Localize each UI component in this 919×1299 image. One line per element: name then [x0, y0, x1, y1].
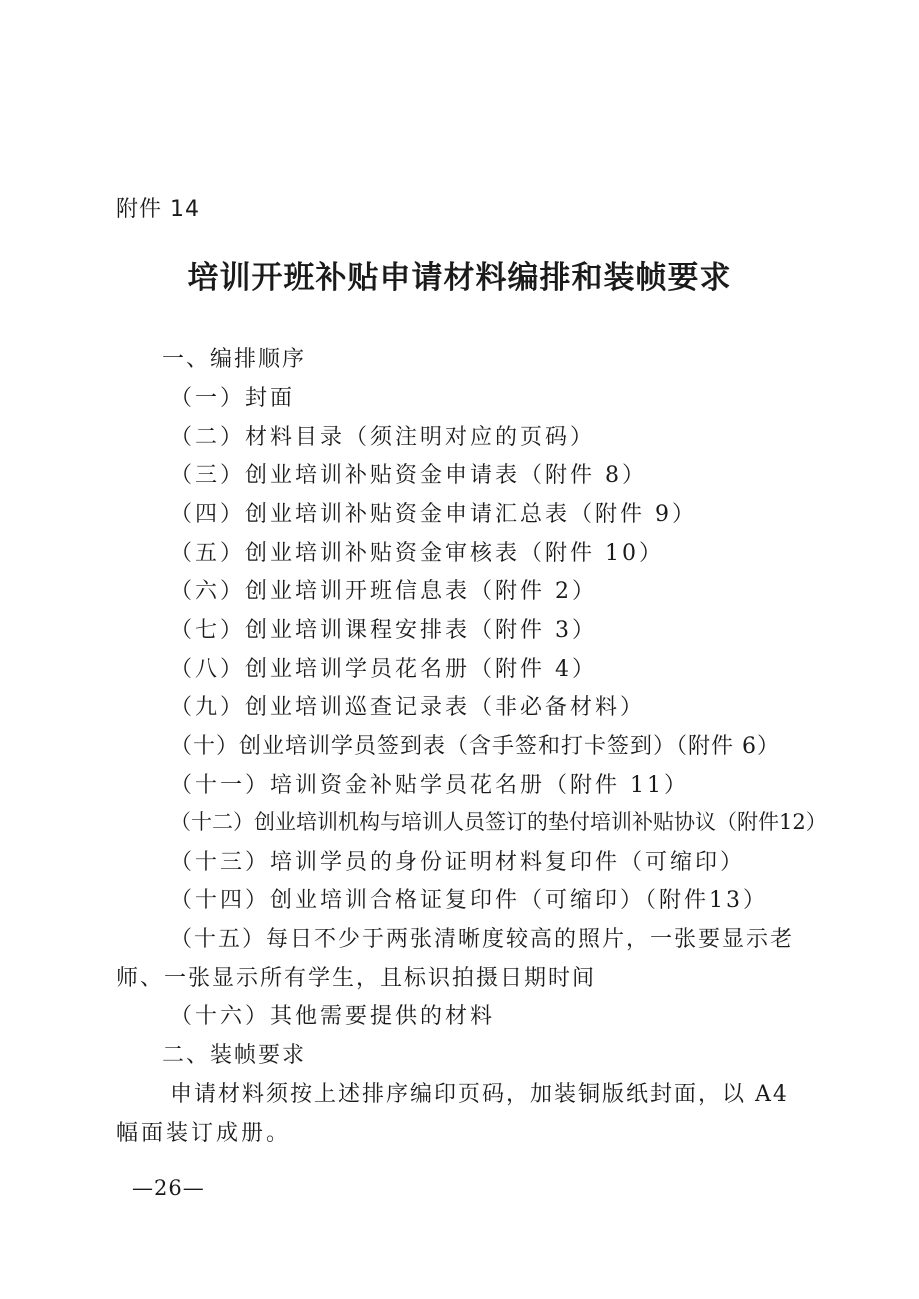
list-item: （十）创业培训学员签到表（含手签和打卡签到）（附件 6）	[170, 734, 780, 759]
list-item: （八）创业培训学员花名册（附件 4）	[170, 657, 597, 682]
list-item: （十四）创业培训合格证复印件（可缩印）（附件13）	[170, 888, 768, 913]
list-item: （五）创业培训补贴资金审核表（附件 10）	[170, 541, 664, 566]
page-number: —26—	[132, 1176, 205, 1200]
list-item: （十一）培训资金补贴学员花名册（附件 11）	[170, 773, 689, 798]
list-item: （十二）创业培训机构与培训人员签订的垫付培训补贴协议（附件12）	[170, 810, 827, 834]
section-heading-order: 一、编排顺序	[162, 347, 307, 372]
list-item: （十五）每日不少于两张清晰度较高的照片，一张要显示老	[170, 927, 795, 952]
binding-paragraph: 申请材料须按上述排序编印页码，加装铜版纸封面，以 A4	[170, 1082, 789, 1107]
list-item: （三）创业培训补贴资金申请表（附件 8）	[170, 463, 647, 488]
list-item: （九）创业培训巡查记录表（非必备材料）	[170, 695, 646, 720]
attachment-label: 附件 14	[116, 197, 200, 222]
list-item-continuation: 师、一张显示所有学生，且标识拍摄日期时间	[116, 966, 597, 991]
binding-paragraph-continuation: 幅面装订成册。	[116, 1121, 292, 1146]
list-item: （一）封面	[170, 386, 296, 411]
list-item: （十六）其他需要提供的材料	[170, 1004, 496, 1029]
section-heading-binding: 二、装帧要求	[162, 1043, 307, 1068]
list-item: （七）创业培训课程安排表（附件 3）	[170, 618, 597, 643]
list-item: （十三）培训学员的身份证明材料复印件（可缩印）	[170, 850, 746, 875]
document-title: 培训开班补贴申请材料编排和装帧要求	[187, 260, 732, 296]
list-item: （四）创业培训补贴资金申请汇总表（附件 9）	[170, 502, 697, 527]
list-item: （六）创业培训开班信息表（附件 2）	[170, 579, 597, 604]
list-item: （二）材料目录（须注明对应的页码）	[170, 425, 596, 450]
